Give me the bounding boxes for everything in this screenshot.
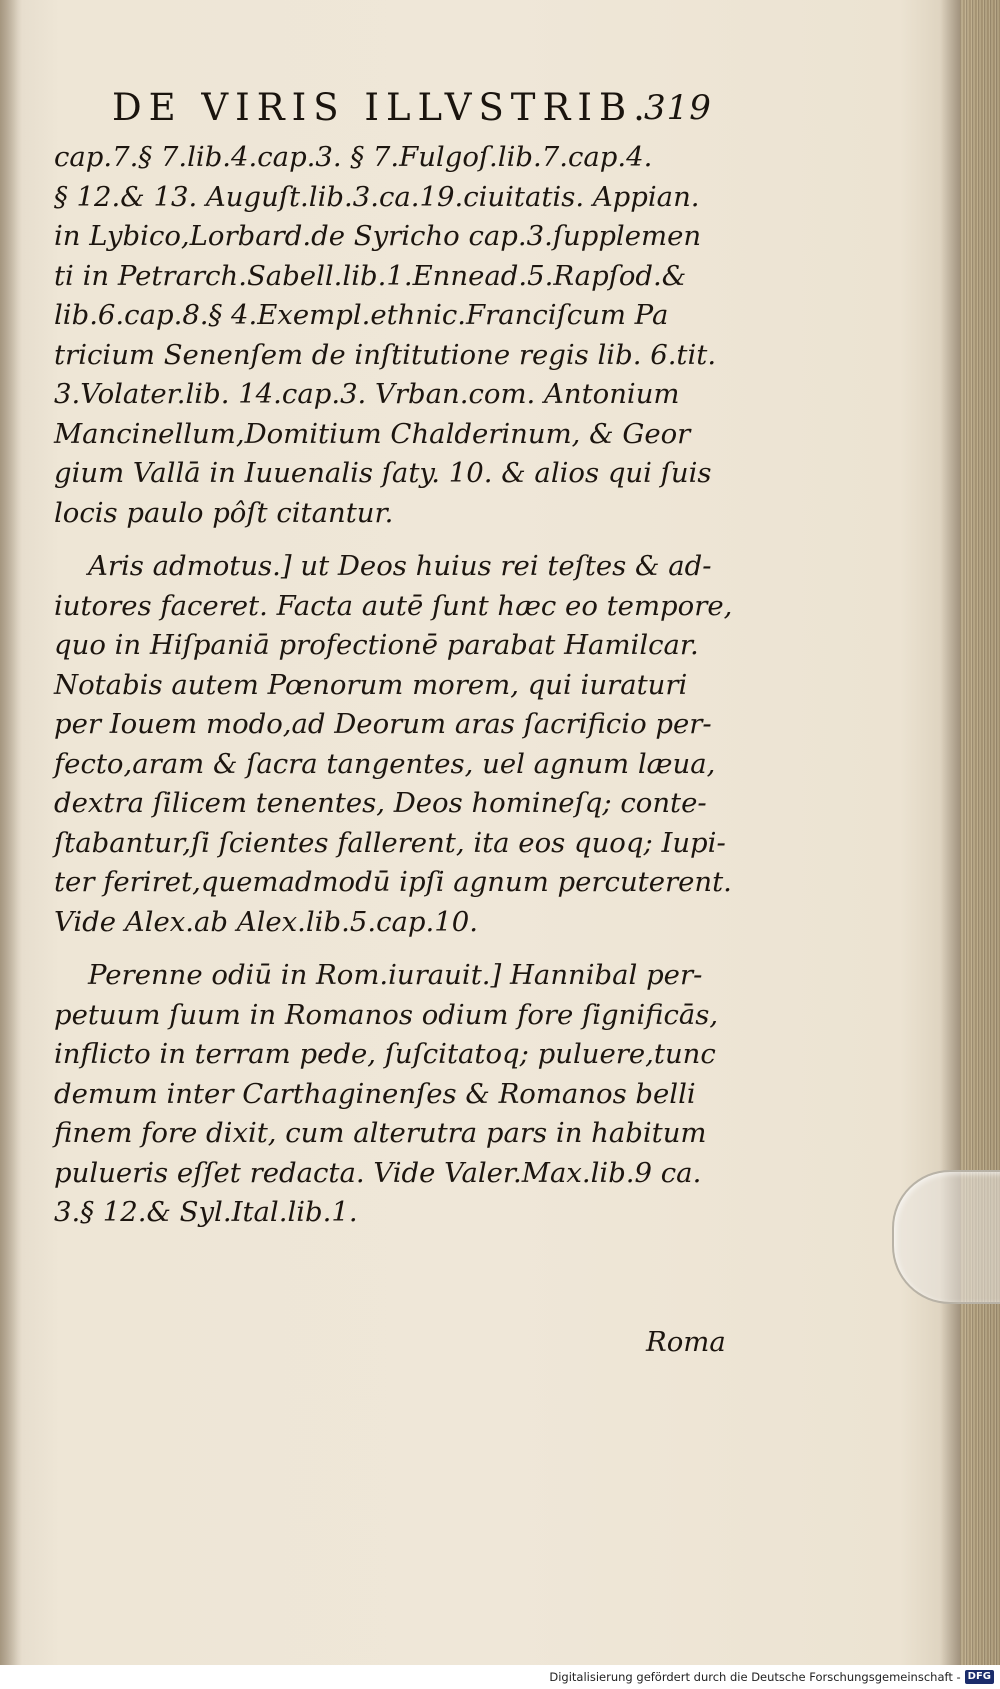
text-line: petuum ſuum in Romanos odium fore ſignificās, [54, 998, 719, 1031]
digitization-credit [0, 1665, 1000, 1689]
text-line: dextra ſilicem tenentes, Deos homineſq; conte- [54, 787, 707, 819]
book-page-edges [960, 0, 1000, 1665]
text-line: pulueris eſſet redacta. Vide Valer.Max.lib.9 ca. [54, 1156, 702, 1189]
text-line: Mancinellum,Domitium Chalderinum, & Geor [54, 417, 691, 450]
text-line: cap.7.§ 7.lib.4.cap.3. § 7.Fulgoſ.lib.7.cap.4. [54, 141, 653, 173]
text-line: ter feriret,quemadmodū ipſi agnum percuterent. [54, 866, 732, 898]
catchword: Roma [646, 1326, 726, 1358]
text-line: demum inter Carthaginenſes & Romanos belli [54, 1077, 696, 1110]
text-line: iutores faceret. Facta autē ſunt hæc eo tempore, [54, 589, 733, 622]
paragraph-aris-admotus [54, 547, 733, 942]
text-line: ſtabantur,ſi ſcientes fallerent, ita eos quoq; Iupi- [54, 826, 726, 859]
text-line: tricium Senenſem de inſtitutione regis lib. 6.tit. [54, 338, 717, 371]
text-line: Aris admotus.] ut Deos huius rei teſtes & ad- [88, 550, 712, 582]
text-line: in Lybico,Lorbard.de Syricho cap.3.ſupplemen [54, 220, 702, 252]
page-edge-shadow [940, 0, 960, 1665]
text-line: locis paulo pôſt citantur. [54, 496, 394, 529]
text-line: ti in Petrarch.Sabell.lib.1.Ennead.5.Rapſod.& [54, 259, 687, 292]
text-line: lib.6.cap.8.§ 4.Exempl.ethnic.Franciſcum Pa [54, 299, 669, 331]
book-clip [892, 1170, 1000, 1304]
text-line: 3.Volater.lib. 14.cap.3. Vrban.com. Antonium [54, 378, 680, 410]
text-line: finem fore dixit, cum alterutra pars in habitum [54, 1117, 707, 1149]
text-line: quo in Hiſpaniā profectionē parabat Hamilcar. [54, 629, 699, 661]
page-number: 319 [644, 88, 712, 128]
paragraph-perenne-odium [54, 956, 730, 1233]
text-line: per Iouem modo,ad Deorum aras ſacrificio per- [54, 708, 712, 740]
text-line: gium Vallā in Iuuenalis ſaty. 10. & alios qui ſuis [54, 457, 712, 489]
text-line: 3.§ 12.& Syl.Ital.lib.1. [54, 1196, 358, 1228]
body-text [54, 138, 733, 1233]
running-title: DE VIRIS ILLVSTRIB. [112, 86, 652, 129]
text-line: inflicto in terram pede, ſuſcitatoq; puluere,tunc [54, 1038, 716, 1070]
text-line: § 12.& 13. Auguſt.lib.3.ca.19.ciuitatis. Appian. [54, 180, 700, 213]
text-line: Vide Alex.ab Alex.lib.5.cap.10. [54, 905, 478, 938]
text-line: Notabis autem Pœnorum morem, qui iuraturi [54, 668, 688, 701]
credit-text: Digitalisierung gefördert durch die Deutsche Forschungsgemeinschaft - [549, 1670, 961, 1684]
paragraph-references [54, 138, 730, 533]
gutter-shadow [0, 0, 22, 1665]
text-line: Perenne odiū in Rom.iurauit.] Hannibal per- [88, 959, 703, 991]
dfg-logo-icon: DFG [965, 1670, 994, 1684]
text-line: fecto,aram & ſacra tangentes, uel agnum læua, [54, 747, 716, 780]
